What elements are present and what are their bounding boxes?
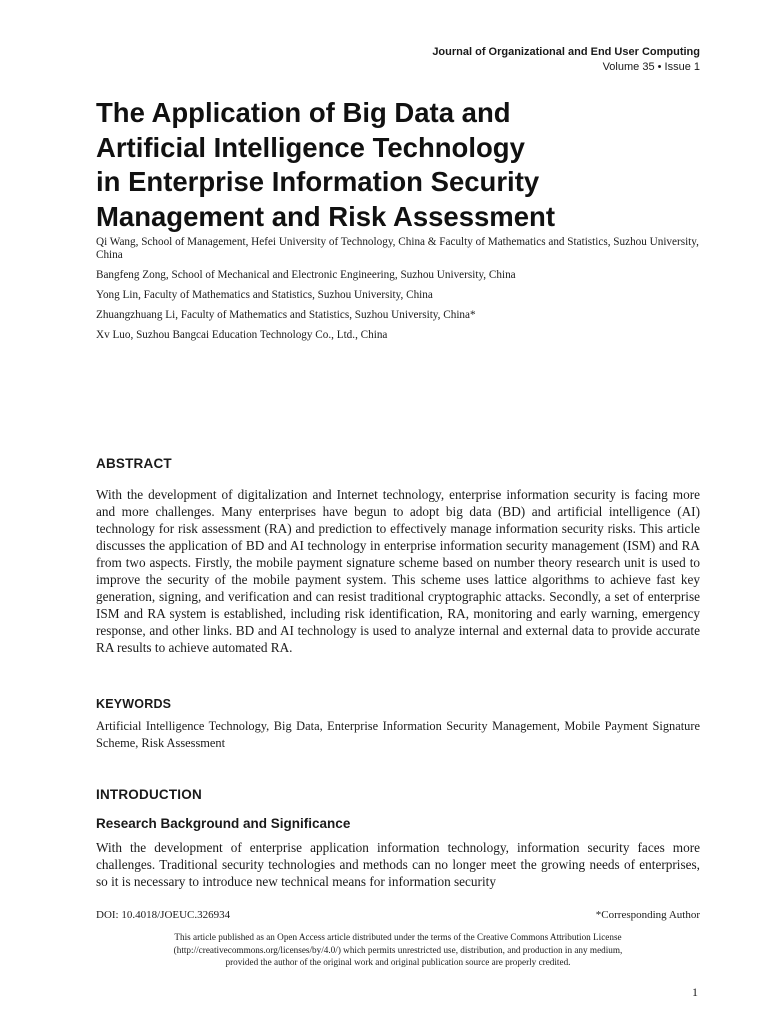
license-notice bbox=[96, 931, 700, 969]
introduction-body: With the development of enterprise application information technology, information security faces more challenges. Traditional security technologies and methods can no longer meet the growing needs of enterprises, so it is necessary to introduce new technical means for information security bbox=[96, 840, 700, 889]
paper-title bbox=[96, 96, 656, 234]
introduction-heading: INTRODUCTION bbox=[96, 787, 202, 802]
license-line: provided the author of the original work and original publication source are properly credited. bbox=[225, 957, 571, 967]
title-line: The Application of Big Data and bbox=[96, 97, 511, 128]
keywords-body: Artificial Intelligence Technology, Big Data, Enterprise Information Security Management, Mobile Payment Signature Scheme, Risk Assessment bbox=[96, 719, 700, 750]
keywords-heading: KEYWORDS bbox=[96, 697, 172, 711]
title-line: Artificial Intelligence Technology bbox=[96, 131, 525, 163]
journal-header bbox=[432, 45, 700, 75]
journal-name: Journal of Organizational and End User Computing bbox=[432, 46, 700, 58]
corresponding-author-note: *Corresponding Author bbox=[595, 909, 700, 921]
journal-volume-issue: Volume 35 • Issue 1 bbox=[602, 61, 700, 73]
author-list bbox=[96, 236, 702, 349]
doi: DOI: 10.4018/JOEUC.326934 bbox=[96, 909, 231, 921]
license-line: (http://creativecommons.org/licenses/by/4.0/) which permits unrestricted use, distribution, and production in any medium, bbox=[173, 944, 623, 955]
abstract-body: With the development of digitalization and Internet technology, enterprise information security is facing more and more challenges. Many enterprises have begun to adopt big data (BD) and artificial intelligence (AI) technology for risk assessment (RA) and prediction to effectively manage information security risks. This article discusses the application of BD and AI technology in enterprise information security management (ISM) and RA from two aspects. Firstly, the mobile payment signature scheme based on number theory research unit is used to improve the security of the mobile payment system. This scheme uses lattice algorithms to achieve fast key generation, signing, and verification and can resist traditional cryptographic attacks. Secondly, a set of enterprise ISM and RA system is established, including risk identification, RA, monitoring and early warning, emergency response, and other links. BD and AI technology is used to analyze internal and external data to provide accurate RA results to achieve automated RA. bbox=[96, 487, 700, 655]
page-number: 1 bbox=[692, 985, 698, 999]
title-line: in Enterprise Information Security bbox=[96, 166, 540, 197]
license-line: This article published as an Open Access article distributed under the terms of the Creative Commons Attribution License bbox=[174, 932, 622, 942]
author-affiliation: Zhuangzhuang Li, Faculty of Mathematics and Statistics, Suzhou University, China* bbox=[96, 309, 476, 321]
introduction-subheading: Research Background and Significance bbox=[96, 816, 351, 831]
author-affiliation: Xv Luo, Suzhou Bangcai Education Technology Co., Ltd., China bbox=[96, 329, 388, 341]
title-line: Management and Risk Assessment bbox=[96, 200, 556, 232]
author-affiliation: Bangfeng Zong, School of Mechanical and Electronic Engineering, Suzhou University, China bbox=[96, 269, 516, 281]
author-affiliation: Qi Wang, School of Management, Hefei University of Technology, China & Faculty of Mathematics and Statistics, Suzhou University, China bbox=[96, 236, 699, 261]
author-affiliation: Yong Lin, Faculty of Mathematics and Statistics, Suzhou University, China bbox=[96, 289, 433, 301]
abstract-heading: ABSTRACT bbox=[96, 456, 172, 471]
